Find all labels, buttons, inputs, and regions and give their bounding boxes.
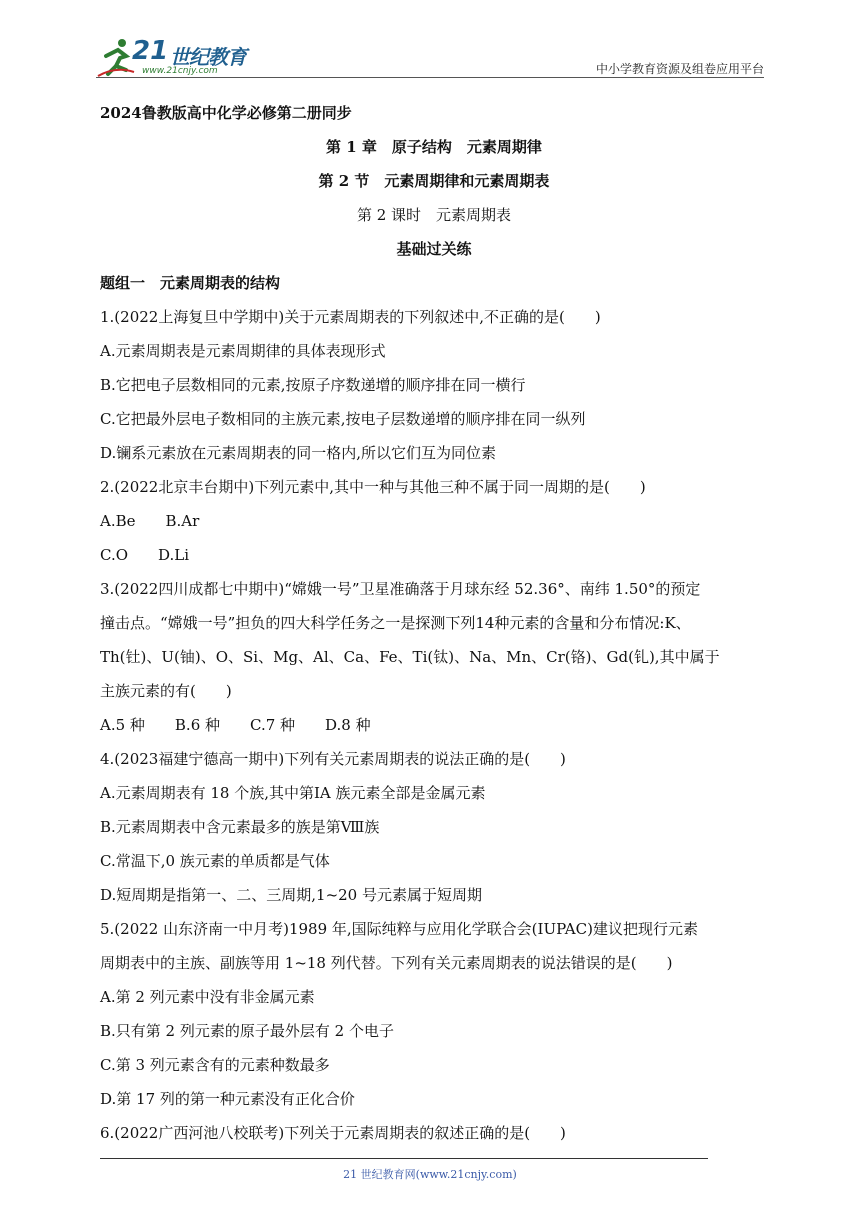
option-d: D.短周期是指第一、二、三周期,1~20 号元素属于短周期 [100, 886, 482, 904]
question-stem: 1.(2022上海复旦中学期中)关于元素周期表的下列叙述中,不正确的是( ) [100, 308, 601, 326]
option-b: B.元素周期表中含元素最多的族是第Ⅷ族 [100, 818, 380, 836]
question-stem: 3.(2022四川成都七中期中)“嫦娥一号”卫星准确落于月球东经 52.36°、南纬 1.50°的预定 [100, 580, 701, 598]
group-heading: 题组一 元素周期表的结构 [100, 274, 281, 292]
question-stem: 撞击点。“嫦娥一号”担负的四大科学任务之一是探测下列14种元素的含量和分布情况:K、 [100, 614, 691, 632]
option-a: A.第 2 列元素中没有非金属元素 [100, 988, 315, 1006]
option-a: A.元素周期表是元素周期律的具体表现形式 [100, 342, 386, 360]
runner-icon [96, 36, 136, 78]
option-row: C.O D.Li [100, 546, 190, 564]
question-stem: 主族元素的有( ) [100, 682, 232, 700]
question-stem: 6.(2022广西河池八校联考)下列关于元素周期表的叙述正确的是( ) [100, 1124, 566, 1142]
option-d: D.第 17 列的第一种元素没有正化合价 [100, 1090, 355, 1108]
series-title: 2024鲁教版高中化学必修第二册同步 [100, 104, 352, 122]
option-row: A.Be B.Ar [100, 512, 200, 530]
option-b: B.只有第 2 列元素的原子最外层有 2 个电子 [100, 1022, 394, 1040]
footer-link[interactable]: 21 世纪教育网(www.21cnjy.com) [343, 1168, 517, 1181]
practice-title: 基础过关练 [396, 240, 472, 258]
question-stem: 周期表中的主族、副族等用 1~18 列代替。下列有关元素周期表的说法错误的是( ) [100, 954, 673, 972]
option-c: C.第 3 列元素含有的元素种数最多 [100, 1056, 330, 1074]
question-stem: Th(钍)、U(铀)、O、Si、Mg、Al、Ca、Fe、Ti(钛)、Na、Mn、Cr(铬)、Gd(钆),其中属于 [100, 648, 720, 666]
option-c: C.常温下,0 族元素的单质都是气体 [100, 852, 330, 870]
footer-divider [100, 1158, 708, 1159]
section-title: 第 2 节 元素周期律和元素周期表 [318, 172, 550, 190]
header-divider [96, 77, 764, 78]
site-logo[interactable] [96, 36, 266, 78]
question-stem: 4.(2023福建宁德高一期中)下列有关元素周期表的说法正确的是( ) [100, 750, 566, 768]
page-header [96, 36, 764, 78]
option-b: B.它把电子层数相同的元素,按原子序数递增的顺序排在同一横行 [100, 376, 526, 394]
option-a: A.元素周期表有 18 个族,其中第ⅠA 族元素全部是金属元素 [100, 784, 486, 802]
logo-text: 世纪教育 [170, 45, 246, 69]
question-stem: 2.(2022北京丰台期中)下列元素中,其中一种与其他三种不属于同一周期的是( ) [100, 478, 646, 496]
option-c: C.它把最外层电子数相同的主族元素,按电子层数递增的顺序排在同一纵列 [100, 410, 586, 428]
logo-url: www.21cnjy.com [142, 66, 218, 76]
chapter-title: 第 1 章 原子结构 元素周期律 [326, 138, 542, 156]
lesson-title: 第 2 课时 元素周期表 [356, 206, 512, 224]
document-body [100, 96, 768, 1150]
logo-number: 21 [132, 36, 169, 66]
question-stem: 5.(2022 山东济南一中月考)1989 年,国际纯粹与应用化学联合会(IUPAC)建议把现行元素 [100, 920, 698, 938]
option-d: D.镧系元素放在元素周期表的同一格内,所以它们互为同位素 [100, 444, 497, 462]
option-row: A.5 种 B.6 种 C.7 种 D.8 种 [100, 716, 371, 734]
platform-tagline: 中小学教育资源及组卷应用平台 [595, 62, 764, 76]
